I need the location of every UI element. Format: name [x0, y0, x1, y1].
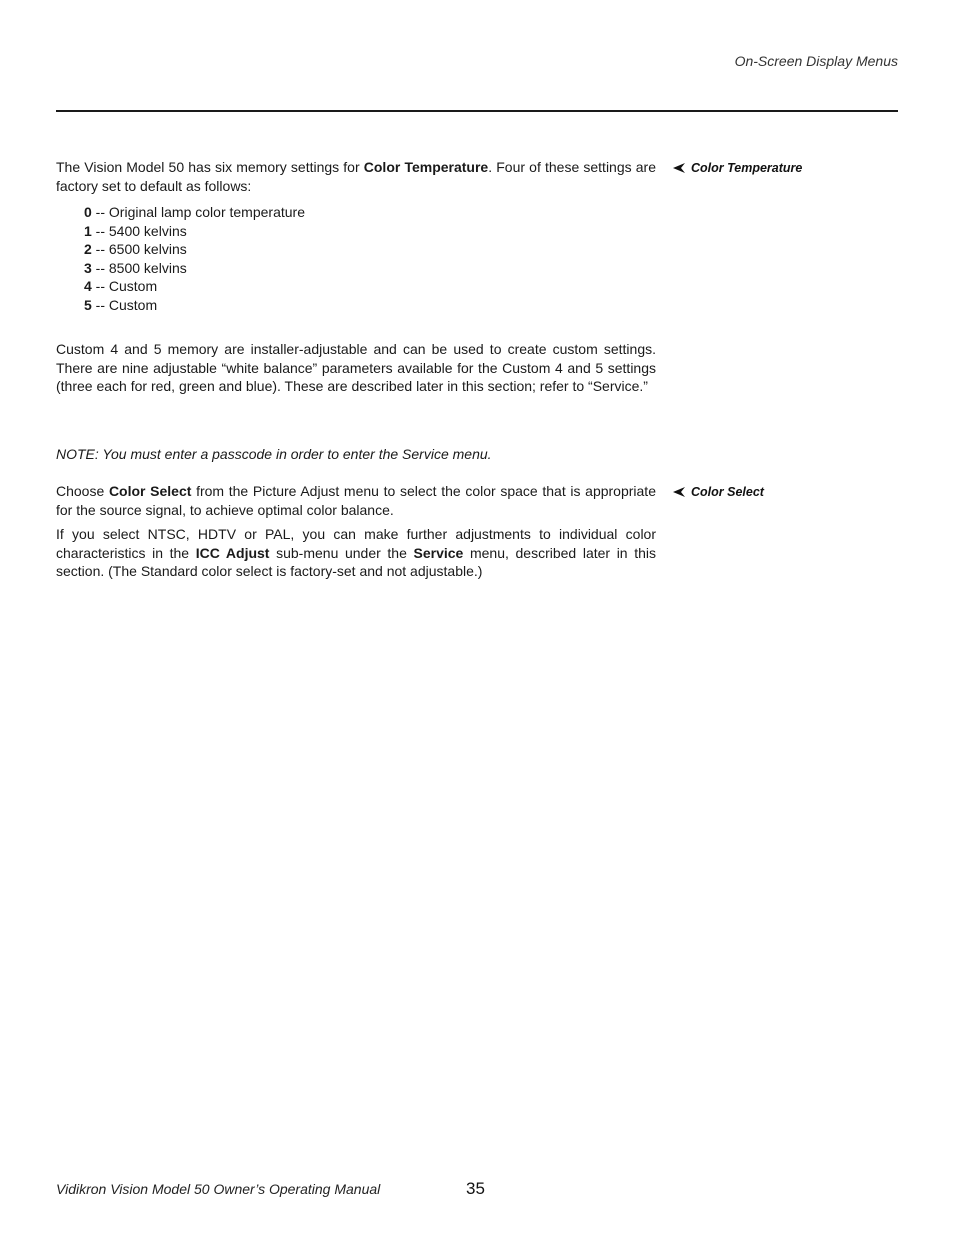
list-item: 4 -- Custom [84, 278, 158, 295]
service-bold: Service [413, 544, 464, 561]
color-temperature-intro [56, 158, 656, 195]
intro-bold-term: Color Temperature [363, 159, 489, 175]
passcode-note: NOTE: You must enter a passcode in order to enter the Service menu. [56, 446, 492, 462]
sidenote-color-select [673, 485, 764, 499]
list-item: 5 -- Custom [84, 296, 158, 313]
sidenote-label: Color Temperature [691, 161, 803, 175]
header-rule [56, 110, 898, 112]
intro-text: The Vision Model 50 has six memory settings for [56, 159, 364, 175]
page-number: 35 [466, 1179, 485, 1198]
running-header: On-Screen Display Menus [734, 53, 898, 69]
sidenote-color-temperature [673, 161, 802, 175]
sidenote-label: Color Select [691, 485, 764, 499]
color-select-body: Choose Color Select from the Picture Adjust menu to select the color space that is appropriate for the source signal, to achieve optimal color balance. If you select NTSC, HDTV or PAL, you can make further adjustments to individual color characteristics in the ICC Adjust sub-menu under the Service menu, described later in this section. (The Standard color select is factory-set and not adjustable.) [56, 483, 656, 580]
list-item: 2 -- 6500 kelvins [84, 241, 187, 258]
color-select-bold: Color Select [108, 483, 192, 499]
icc-adjust-bold: ICC Adjust [195, 544, 270, 561]
intro-text-end: . Four of these settings are factory set to default as follows: [56, 159, 656, 194]
color-temperature-list [84, 203, 305, 315]
list-item: 3 -- 8500 kelvins [84, 259, 187, 276]
list-item: 1 -- 5400 kelvins [84, 222, 187, 239]
list-item: 0 -- Original lamp color temperature [84, 204, 305, 220]
arrow-left-icon [673, 163, 685, 173]
custom-settings-paragraph: Custom 4 and 5 memory are installer-adjustable and can be used to create custom settings. There are nine adjustable “white balance” parameters available for the Custom 4 and 5 settings (three each for red, green and blue). These are described later in this section; refer to “Service.” [56, 341, 656, 395]
footer-manual-title: Vidikron Vision Model 50 Owner’s Operating Manual [56, 1181, 381, 1197]
arrow-left-icon [673, 487, 685, 497]
